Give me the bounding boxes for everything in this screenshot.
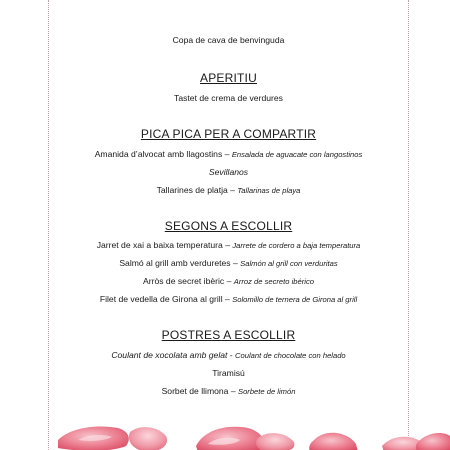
rose-petal (78, 435, 112, 441)
item-catalan: Tastet de crema de verdures (174, 93, 283, 103)
item-separator: - (227, 350, 236, 360)
item-catalan: Tiramisú (212, 368, 245, 378)
item-catalan: Amanida d’alvocat amb llagostins (94, 149, 223, 159)
item-spanish: Coulant de chocolate con helado (235, 351, 346, 360)
item-spanish: Solomillo de ternera de Girona al grill (232, 295, 358, 304)
item-separator: – (222, 240, 233, 250)
item-spanish: Salmón al grill con verduritas (240, 259, 338, 268)
menu-item (49, 368, 408, 379)
item-spanish: Arroz de secreto ibérico (233, 277, 314, 286)
menu-item (49, 386, 408, 397)
menu-item (49, 350, 408, 361)
section-title-pica-pica: PICA PICA PER A COMPARTIR (140, 127, 317, 141)
item-spanish: Tallarinas de playa (237, 186, 301, 195)
rose-petal (129, 427, 167, 450)
item-catalan: Jarret de xai a baixa temperatura (96, 240, 223, 250)
item-spanish: Sorbete de limón (238, 387, 296, 396)
menu-item (49, 167, 408, 178)
rose-petal (58, 427, 129, 450)
menu-item (49, 294, 408, 305)
menu-item (49, 93, 408, 104)
item-separator: – (224, 276, 234, 286)
item-separator: – (230, 258, 241, 268)
section-title-postres: POSTRES A ESCOLLIR (161, 328, 296, 342)
section-title-aperitiu: APERITIU (200, 71, 257, 85)
item-catalan: Coulant de xocolata amb gelat (111, 350, 228, 360)
menu-item (49, 276, 408, 287)
item-separator: – (227, 185, 238, 195)
item-spanish: Ensalada de aguacate con langostinos (231, 150, 363, 159)
section-title-segons: SEGONS A ESCOLLIR (164, 219, 293, 233)
item-catalan: Filet de vedella de Girona al grill (99, 294, 223, 304)
item-catalan: Sorbet de llimona (161, 386, 229, 396)
item-spanish: Jarrete de cordero a baja temperatura (232, 241, 361, 250)
item-catalan: Salmó al grill amb verduretes (119, 258, 231, 268)
rose-petal (256, 433, 294, 450)
item-separator: – (228, 386, 239, 396)
rose-petal (416, 433, 450, 450)
item-spanish: Sevillanos (208, 167, 249, 177)
item-separator: – (222, 294, 233, 304)
menu-item (49, 240, 408, 251)
rose-petal (382, 437, 424, 450)
item-separator: – (222, 149, 232, 159)
rose-petal (309, 433, 358, 450)
menu-item (49, 149, 408, 160)
item-catalan: Tallarines de platja (156, 185, 228, 195)
item-catalan: Arròs de secret ibèric (143, 276, 225, 286)
welcome-line: Copa de cava de benvinguda (172, 35, 285, 45)
menu-item (49, 258, 408, 269)
rose-petal (196, 427, 264, 450)
menu-item (49, 185, 408, 196)
rose-petal (208, 438, 240, 445)
right-border-line (408, 0, 409, 450)
